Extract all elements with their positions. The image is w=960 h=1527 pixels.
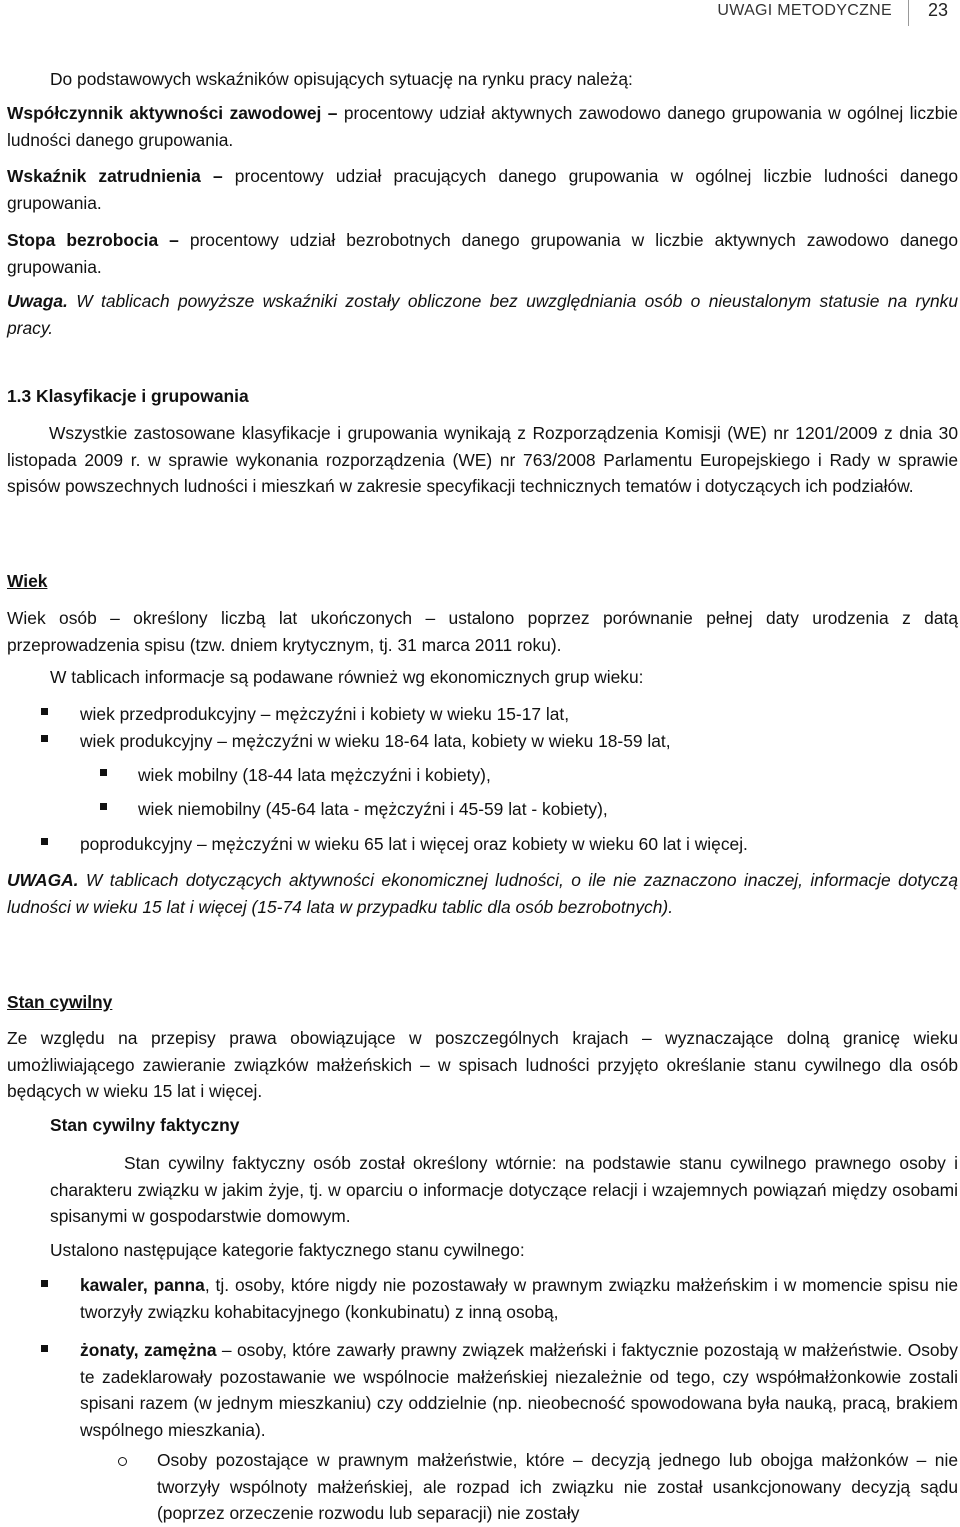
page-header	[0, 0, 960, 40]
age-subgroup-item: wiek mobilny (18-44 lata mężczyźni i kobiety),	[138, 765, 491, 785]
bullet-square-icon	[41, 1345, 48, 1352]
bullet-square-icon	[41, 735, 48, 742]
note-lead: Uwaga.	[7, 291, 68, 311]
category-term: żonaty, zamężna	[80, 1340, 217, 1360]
categories-intro: Ustalono następujące kategorie faktycznego stanu cywilnego:	[50, 1240, 525, 1260]
category-married	[80, 1337, 958, 1443]
heading-age: Wiek	[7, 571, 48, 591]
heading-de-facto-marital-status: Stan cywilny faktyczny	[50, 1115, 240, 1135]
classifications-body: Wszystkie zastosowane klasyfikacje i grupowania wynikają z Rozporządzenia Komisji (WE) nr 1201/2009 z dnia 30 listopada 2009 r. w sprawie wykonania rozporządzenia (WE) nr 763/2008 Parlamentu Europejskiego i Rady w sprawie spisów powszechnych ludności i mieszkań w zakresie specyfikacji technicznych tematów i dotyczących ich podziałów.	[7, 423, 958, 496]
category-term: kawaler, panna	[80, 1275, 205, 1295]
heading-marital-status: Stan cywilny	[7, 992, 113, 1012]
age-group-item: poprodukcyjny – mężczyźni w wieku 65 lat i więcej oraz kobiety w wieku 60 lat i więcej.	[80, 834, 748, 854]
de-facto-marital-status-body: Stan cywilny faktyczny osób został określony wtórnie: na podstawie stanu cywilnego prawnego osoby i charakteru związku w jakim żyje, tj. w oparciu o informacje dotyczące relacji i wzajemnych powiązań między osobami spisanymi w gospodarstwie domowym.	[50, 1153, 958, 1226]
category-description: – osoby, które zawarły prawny związek małżeński i faktycznie pozostają w małżeństwie. Osoby te zadeklarowały pozostawanie we wspólnocie małżeńskiej niezależnie od tego, czy współmałżonkowie zostali spisani razem (w jednym mieszkaniu) czy oddzielnie (np. nieobecność spowodowana była nauką, pracą, brakiem wspólnego mieszkania).	[80, 1340, 958, 1440]
note-indicators	[7, 288, 958, 341]
category-description: , tj. osoby, które nigdy nie pozostawały w prawnym związku małżeńskim i w momencie spisu nie tworzyły związku kohabitacyjnego (konkubinatu) z inną osobą,	[80, 1275, 958, 1322]
indicator-term: Stopa bezrobocia	[7, 230, 159, 250]
header-divider	[908, 0, 909, 26]
note-age	[7, 867, 958, 920]
header-section-title: UWAGI METODYCZNE	[717, 2, 892, 19]
bullet-square-icon	[100, 769, 107, 776]
age-group-item: wiek produkcyjny – mężczyźni w wieku 18-64 lata, kobiety w wieku 18-59 lat,	[80, 731, 671, 751]
indicator-term: Wskaźnik zatrudnienia	[7, 166, 201, 186]
note-text: W tablicach dotyczących aktywności ekonomicznej ludności, o ile nie zaznaczono inaczej, informacje dotyczą ludności w wieku 15 lat i więcej (15-74 lata w przypadku tablic dla osób bezrobotnych).	[7, 870, 958, 917]
bullet-square-icon	[41, 838, 48, 845]
age-group-item: wiek przedprodukcyjny – mężczyźni i kobiety w wieku 15-17 lat,	[80, 704, 570, 724]
bullet-square-icon	[41, 708, 48, 715]
bullet-circle-icon	[118, 1457, 127, 1466]
indicator-definition: procentowy udział aktywnych zawodowo danego grupowania w ogólnej liczbie ludności danego grupowania.	[7, 103, 958, 150]
age-subgroup-item: wiek niemobilny (45-64 lata - mężczyźni i 45-59 lat - kobiety),	[138, 799, 608, 819]
indicator-definition: procentowy udział bezrobotnych danego grupowania w liczbie aktywnych zawodowo danego grupowania.	[7, 230, 958, 277]
age-definition: Wiek osób – określony liczbą lat ukończonych – ustalono poprzez porównanie pełnej daty urodzenia z datą przeprowadzenia spisu (tzw. dniem krytycznym, tj. 31 marca 2011 roku).	[7, 608, 958, 655]
category-single	[80, 1272, 958, 1325]
indicator-term: Współczynnik aktywności zawodowej	[7, 103, 322, 123]
age-groups-intro: W tablicach informacje są podawane również wg ekonomicznych grup wieku:	[50, 667, 644, 687]
note-lead: UWAGA.	[7, 870, 79, 890]
indicators-intro: Do podstawowych wskaźników opisujących sytuację na rynku pracy należą:	[50, 69, 633, 89]
note-text: W tablicach powyższe wskaźniki zostały obliczone bez uwzględniania osób o nieustalonym statusie na rynku pracy.	[7, 291, 958, 338]
page-number: 23	[927, 0, 948, 20]
marital-status-body: Ze względu na przepisy prawa obowiązujące w poszczególnych krajach – wyznaczające dolną granicę wieku umożliwiającego zawieranie związków małżeńskich – w spisach ludności przyjęto określanie stanu cywilnego dla osób będących w wieku 15 lat i więcej.	[7, 1028, 958, 1101]
section-heading-classifications: 1.3 Klasyfikacje i grupowania	[7, 386, 249, 406]
indicator-unemployment-rate: Stopa bezrobocia – procentowy udział bezrobotnych danego grupowania w liczbie aktywnych zawodowo danego grupowania.	[7, 230, 958, 277]
bullet-square-icon	[41, 1280, 48, 1287]
indicator-definition: procentowy udział pracujących danego grupowania w ogólnej liczbie ludności danego grupowania.	[7, 166, 959, 213]
bullet-square-icon	[100, 803, 107, 810]
category-married-subitem: Osoby pozostające w prawnym małżeństwie, które – decyzją jednego lub obojga małżonków – nie tworzyły wspólnoty małżeńskiej, ale rozpad ich związku nie został usankcjonowany decyzją sądu (poprzez orzeczenie rozwodu lub separacji) nie zostały	[157, 1450, 958, 1523]
indicator-activity-rate: Współczynnik aktywności zawodowej – procentowy udział aktywnych zawodowo danego grupowania w ogólnej liczbie ludności danego grupowania.	[7, 103, 958, 150]
indicator-employment-rate: Wskaźnik zatrudnienia – procentowy udział pracujących danego grupowania w ogólnej liczbie ludności danego grupowania.	[7, 166, 959, 213]
